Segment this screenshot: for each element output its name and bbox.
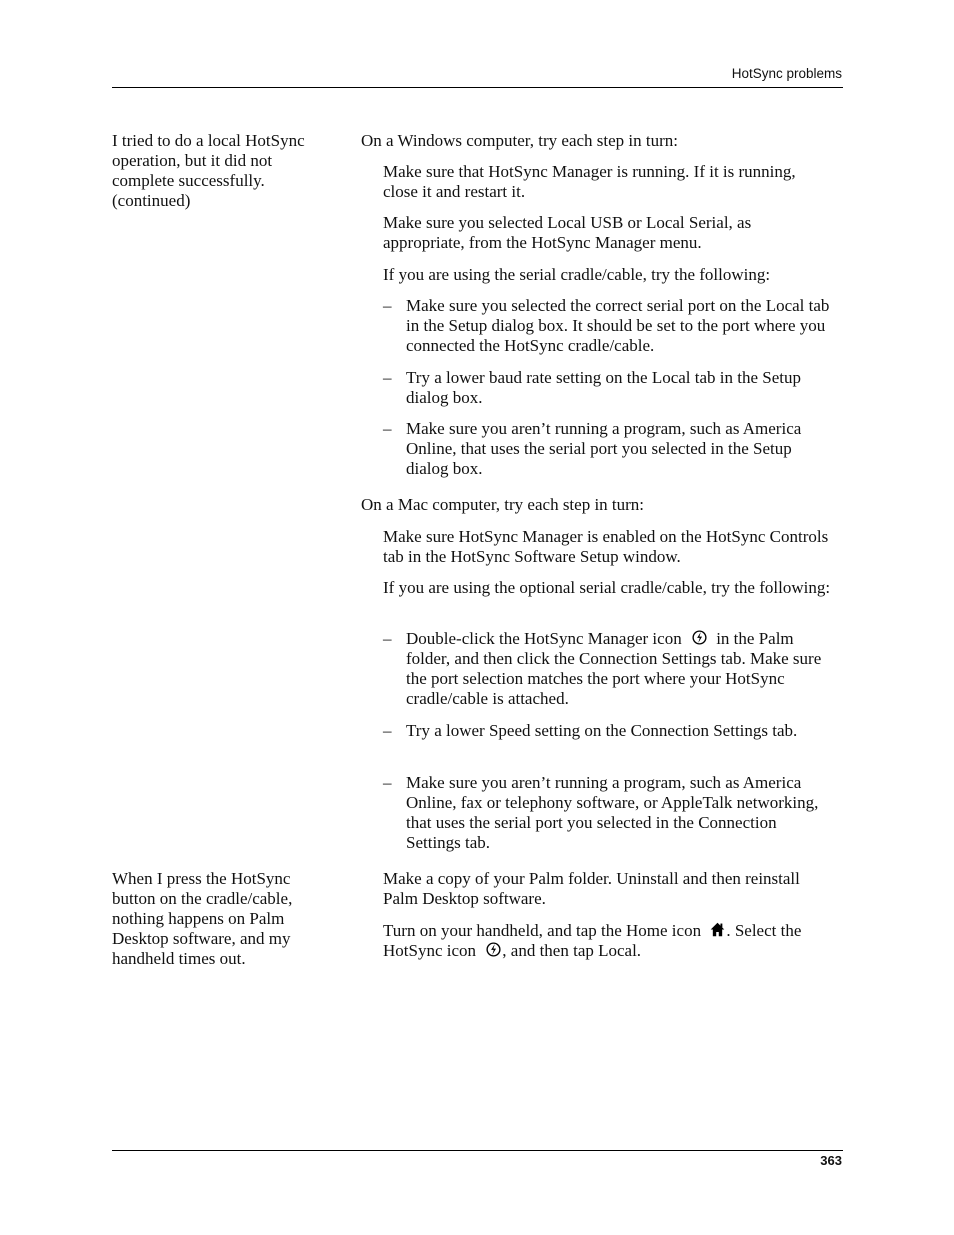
bullet-dash: – [383,721,392,740]
problem-question-1: I tried to do a local HotSync operation, but it did not complete successfully. (continued) [112,131,305,210]
bullet-text [406,629,833,709]
bullet-dash: – [383,629,392,648]
bullet-dash: – [383,296,392,315]
hotsync-icon [691,629,708,646]
bullet-dash: – [383,368,392,387]
step-text-part: , and then tap Local. [502,941,642,960]
bullet-text-part: in the Palm folder, and then click the Connection Settings tab. Make sure the port selection matches the port where your HotSync cradle/cable is attached. [406,629,822,708]
bullet-text: Make sure you aren’t running a program, such as America Online, that uses the serial port you selected in the Setup dialog box. [406,419,802,478]
mac-intro: On a Mac computer, try each step in turn: [361,495,645,514]
bullet-text: Make sure you aren’t running a program, such as America Online, fax or telephony software, or AppleTalk networking, that uses the serial port you selected in the Connection Settings tab. [406,773,819,852]
step-text-part: Turn on your handheld, and tap the Home icon [383,921,702,940]
bullet-text: Make sure you selected the correct serial port on the Local tab in the Setup dialog box. It should be set to the port where you connected the HotSync cradle/cable. [406,296,830,355]
windows-intro: On a Windows computer, try each step in turn: [361,131,678,150]
mac-step-1: Make sure HotSync Manager is enabled on the HotSync Controls tab in the HotSync Software Setup window. [383,527,829,566]
bullet-dash: – [383,419,392,438]
answer-2-step-1: Make a copy of your Palm folder. Uninstall and then reinstall Palm Desktop software. [383,869,800,908]
running-header: HotSync problems [731,66,842,81]
hotsync-icon [485,941,502,958]
home-icon [709,921,726,938]
bullet-dash: – [383,773,392,792]
bullet-text-part: Double-click the HotSync Manager icon [406,629,682,648]
windows-bullet-2 [383,368,833,408]
windows-bullet-1 [383,296,833,356]
windows-bullet-3 [383,419,833,479]
bullet-text: Try a lower Speed setting on the Connection Settings tab. [406,721,798,740]
header-rule [112,87,843,88]
problem-question-2: When I press the HotSync button on the cradle/cable, nothing happens on Palm Desktop software, and my handheld times out. [112,869,293,968]
mac-step-2: If you are using the optional serial cradle/cable, try the following: [383,578,831,597]
windows-step-3: If you are using the serial cradle/cable, try the following: [383,265,771,284]
mac-bullet-1 [383,629,833,709]
windows-step-2: Make sure you selected Local USB or Local Serial, as appropriate, from the HotSync Manager menu. [383,213,752,252]
mac-bullet-3 [383,773,833,853]
footer-rule [112,1150,843,1151]
windows-step-1: Make sure that HotSync Manager is running. If it is running, close it and restart it. [383,162,796,201]
page-number: 363 [820,1153,842,1168]
step-text-part: . Select the HotSync icon [383,921,802,960]
bullet-text: Try a lower baud rate setting on the Local tab in the Setup dialog box. [406,368,802,407]
mac-bullet-2 [383,721,833,741]
answer-2-step-2 [383,921,833,961]
